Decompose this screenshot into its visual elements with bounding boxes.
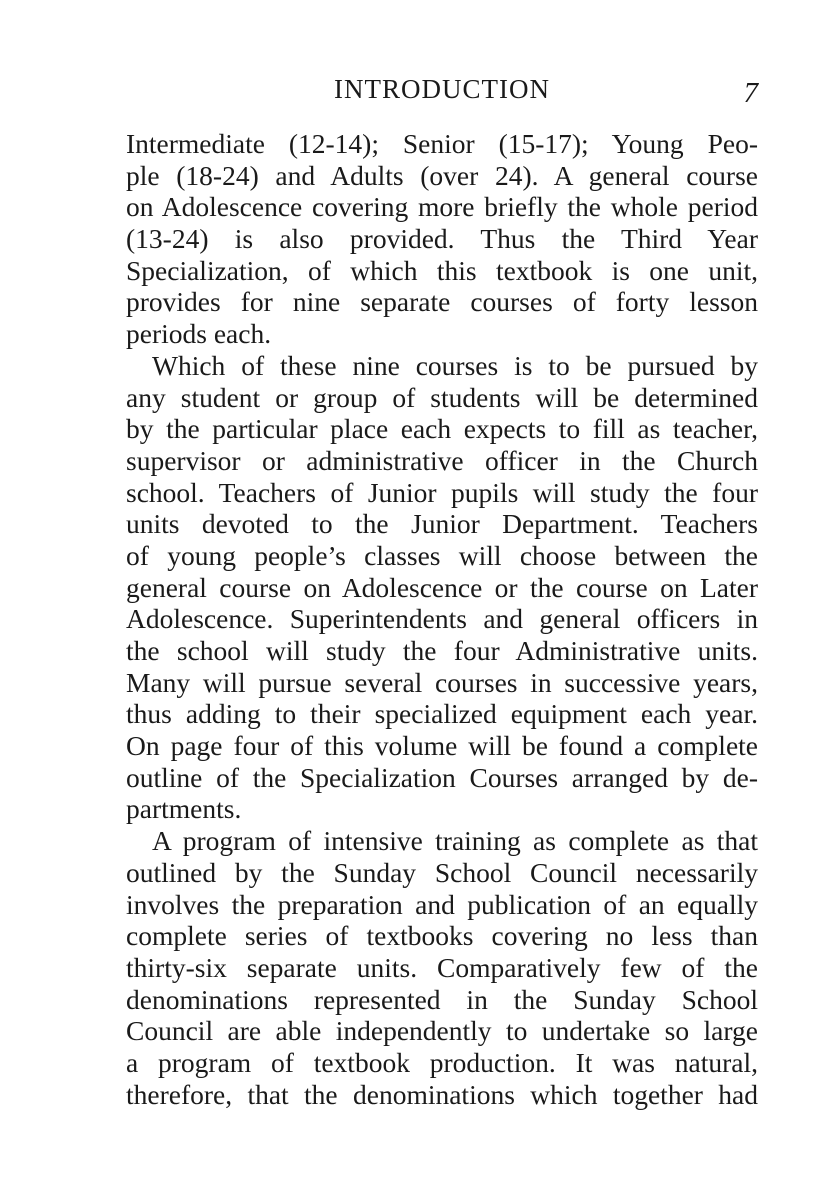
- text-line: thus adding to their specialized equipment each year.: [126, 698, 758, 730]
- text-line: Intermediate (12-14); Senior (15-17); Young Peo-: [126, 128, 758, 159]
- text-line: complete series of textbooks covering no less than: [126, 920, 758, 952]
- text-line: on Adolescence covering more briefly the whole period: [126, 191, 758, 223]
- text-line: On page four of this volume will be found a complete: [126, 730, 758, 762]
- text-line: general course on Adolescence or the course on Later: [126, 571, 758, 603]
- text-line: denominations represented in the Sunday School: [126, 983, 758, 1015]
- text-line: partments.: [126, 793, 242, 825]
- running-head: [126, 72, 758, 109]
- running-title: INTRODUCTION: [334, 74, 550, 104]
- text-line: thirty-six separate units. Comparatively few of the: [126, 951, 758, 983]
- page-number: 7: [743, 77, 758, 109]
- text-line: the school will study the four Administrative units.: [126, 635, 758, 666]
- text-line: a program of textbook production. It was natural,: [126, 1046, 758, 1078]
- text-line: any student or group of students will be determined: [126, 381, 758, 413]
- text-line: Council are able independently to undertake so large: [126, 1015, 758, 1047]
- text-line: (13-24) is also provided. Thus the Third Year: [126, 223, 758, 255]
- text-line: units devoted to the Junior Department. Teachers: [126, 508, 758, 540]
- text-line: school. Teachers of Junior pupils will study the four: [126, 476, 758, 508]
- text-line: A program of intensive training as complete as that: [152, 825, 758, 857]
- text-line: outlined by the Sunday School Council necessarily: [126, 856, 758, 888]
- text-line: by the particular place each expects to fill as teacher,: [126, 413, 758, 445]
- text-line: periods each.: [126, 318, 272, 350]
- text-line: Adolescence. Superintendents and general officers in: [126, 603, 758, 635]
- text-line: Specialization, of which this textbook is one unit,: [126, 254, 758, 286]
- text-line: Many will pursue several courses in successive years,: [126, 666, 758, 698]
- text-line: supervisor or administrative officer in the Church: [126, 444, 758, 476]
- text-line: of young people’s classes will choose between the: [126, 539, 758, 571]
- text-line: therefore, that the denominations which together had: [126, 1078, 758, 1110]
- text-line: Which of these nine courses is to be pursued by: [152, 349, 758, 381]
- text-line: outline of the Specialization Courses arranged by de-: [126, 761, 758, 793]
- body-text: [126, 128, 758, 1110]
- text-line: ple (18-24) and Adults (over 24). A general course: [126, 159, 758, 191]
- text-line: involves the preparation and publication of an equally: [126, 888, 758, 920]
- text-line: provides for nine separate courses of forty lesson: [126, 286, 758, 318]
